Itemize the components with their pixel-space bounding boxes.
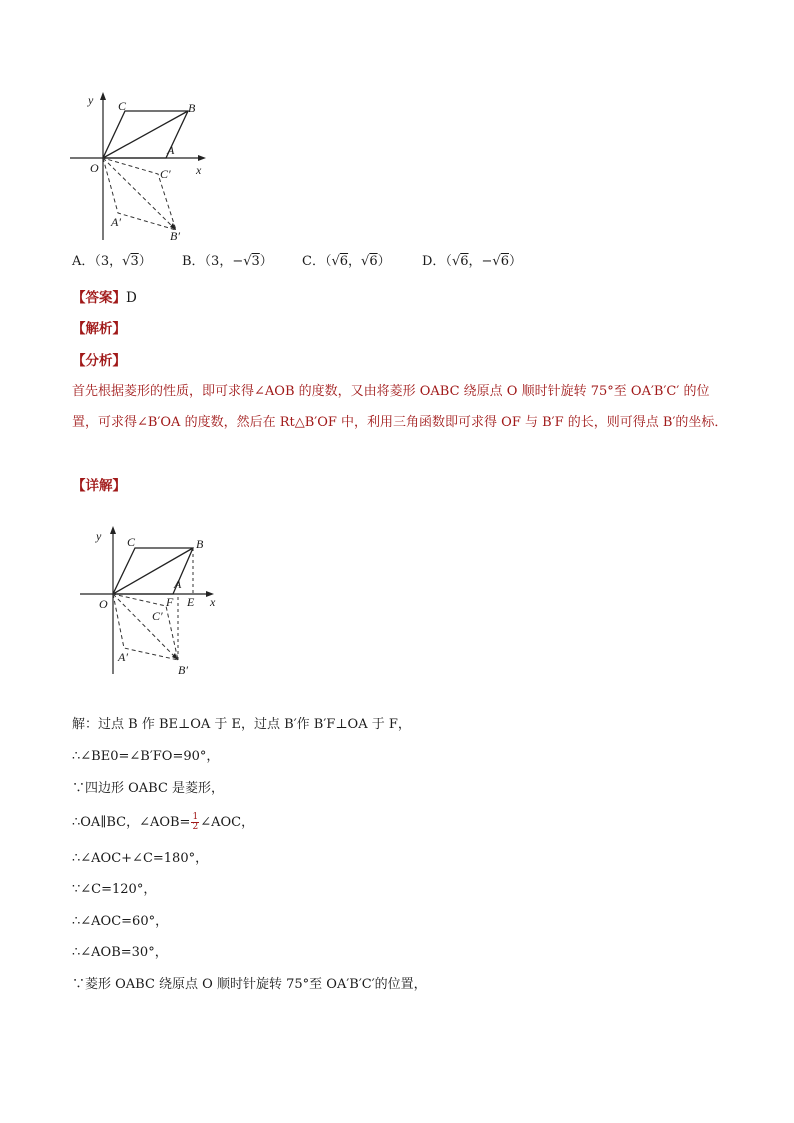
label-x: x	[210, 595, 216, 609]
label-a: A	[167, 143, 175, 157]
label-c: C	[127, 535, 136, 549]
answer-options	[72, 253, 522, 271]
label-e: E	[187, 595, 195, 609]
solution-line-1: 解：过点 B 作 BE⊥OA 于 E，过点 B′作 B′F⊥OA 于 F，	[72, 717, 411, 732]
label-a: A	[174, 577, 182, 591]
label-o: O	[99, 597, 108, 611]
label-f: F	[166, 595, 174, 609]
solution-line-9: ∵菱形 OABC 绕原点 O 顺时针旋转 75°至 OA′B′C′的位置，	[72, 977, 427, 992]
analysis-label: 【解析】	[72, 321, 126, 337]
label-c-prime: C′	[160, 167, 171, 181]
answer-value: D	[126, 290, 137, 306]
option-a: A．（3，√3）	[72, 254, 152, 269]
label-a-prime: A′	[111, 215, 121, 229]
solution-line-7: ∴∠AOC=60°，	[72, 914, 169, 929]
solution-line-5: ∴∠AOC+∠C=180°，	[72, 851, 209, 866]
label-b: B	[196, 537, 204, 551]
solution-line-8: ∴∠AOB=30°，	[72, 945, 168, 960]
figure-solution	[80, 526, 225, 676]
detail-label: 【详解】	[72, 478, 126, 494]
answer-row	[72, 289, 137, 307]
label-a-prime: A′	[118, 650, 128, 664]
fenxi-label: 【分析】	[72, 353, 126, 369]
fenxi-text: 首先根据菱形的性质，即可求得∠AOB 的度数，又由将菱形 OABC 绕原点 O 顺时针旋转 75°至 OA′B′C′ 的位置，可求得∠B′OA 的度数，然后在 Rt△B′OF 中，利用三角函数即可求得 OF 与 B′F 的长，则可得点 B′的坐标．	[72, 384, 728, 430]
label-c-prime: C′	[152, 609, 163, 623]
label-y: y	[88, 93, 94, 107]
label-b-prime: B′	[170, 229, 180, 243]
option-c: C．（√6，√6）	[302, 254, 391, 269]
solution-line-4: ∴OA∥BC，∠AOB= $\frac{1}{2}$ ∠AOC，	[72, 812, 255, 832]
label-c: C	[118, 99, 127, 113]
label-o: O	[90, 161, 99, 175]
label-x: x	[196, 163, 202, 177]
option-b: B．（3，−√3）	[182, 254, 273, 269]
figure-1-diagram	[70, 92, 210, 242]
figure-2-diagram	[80, 526, 225, 676]
label-y: y	[96, 529, 102, 543]
fraction-one-half: $\frac{1}{2}$	[192, 812, 199, 832]
option-d: D．（√6，−√6）	[422, 254, 523, 269]
solution-line-2: ∴∠BE0=∠B′FO=90°，	[72, 749, 220, 764]
figure-rhombus-rotation	[70, 92, 210, 242]
solution-line-6: ∵∠C=120°，	[72, 882, 157, 897]
answer-label: 【答案】	[72, 290, 126, 306]
solution-line-3: ∵四边形 OABC 是菱形，	[72, 781, 225, 796]
label-b: B	[188, 101, 196, 115]
label-b-prime: B′	[178, 663, 188, 677]
